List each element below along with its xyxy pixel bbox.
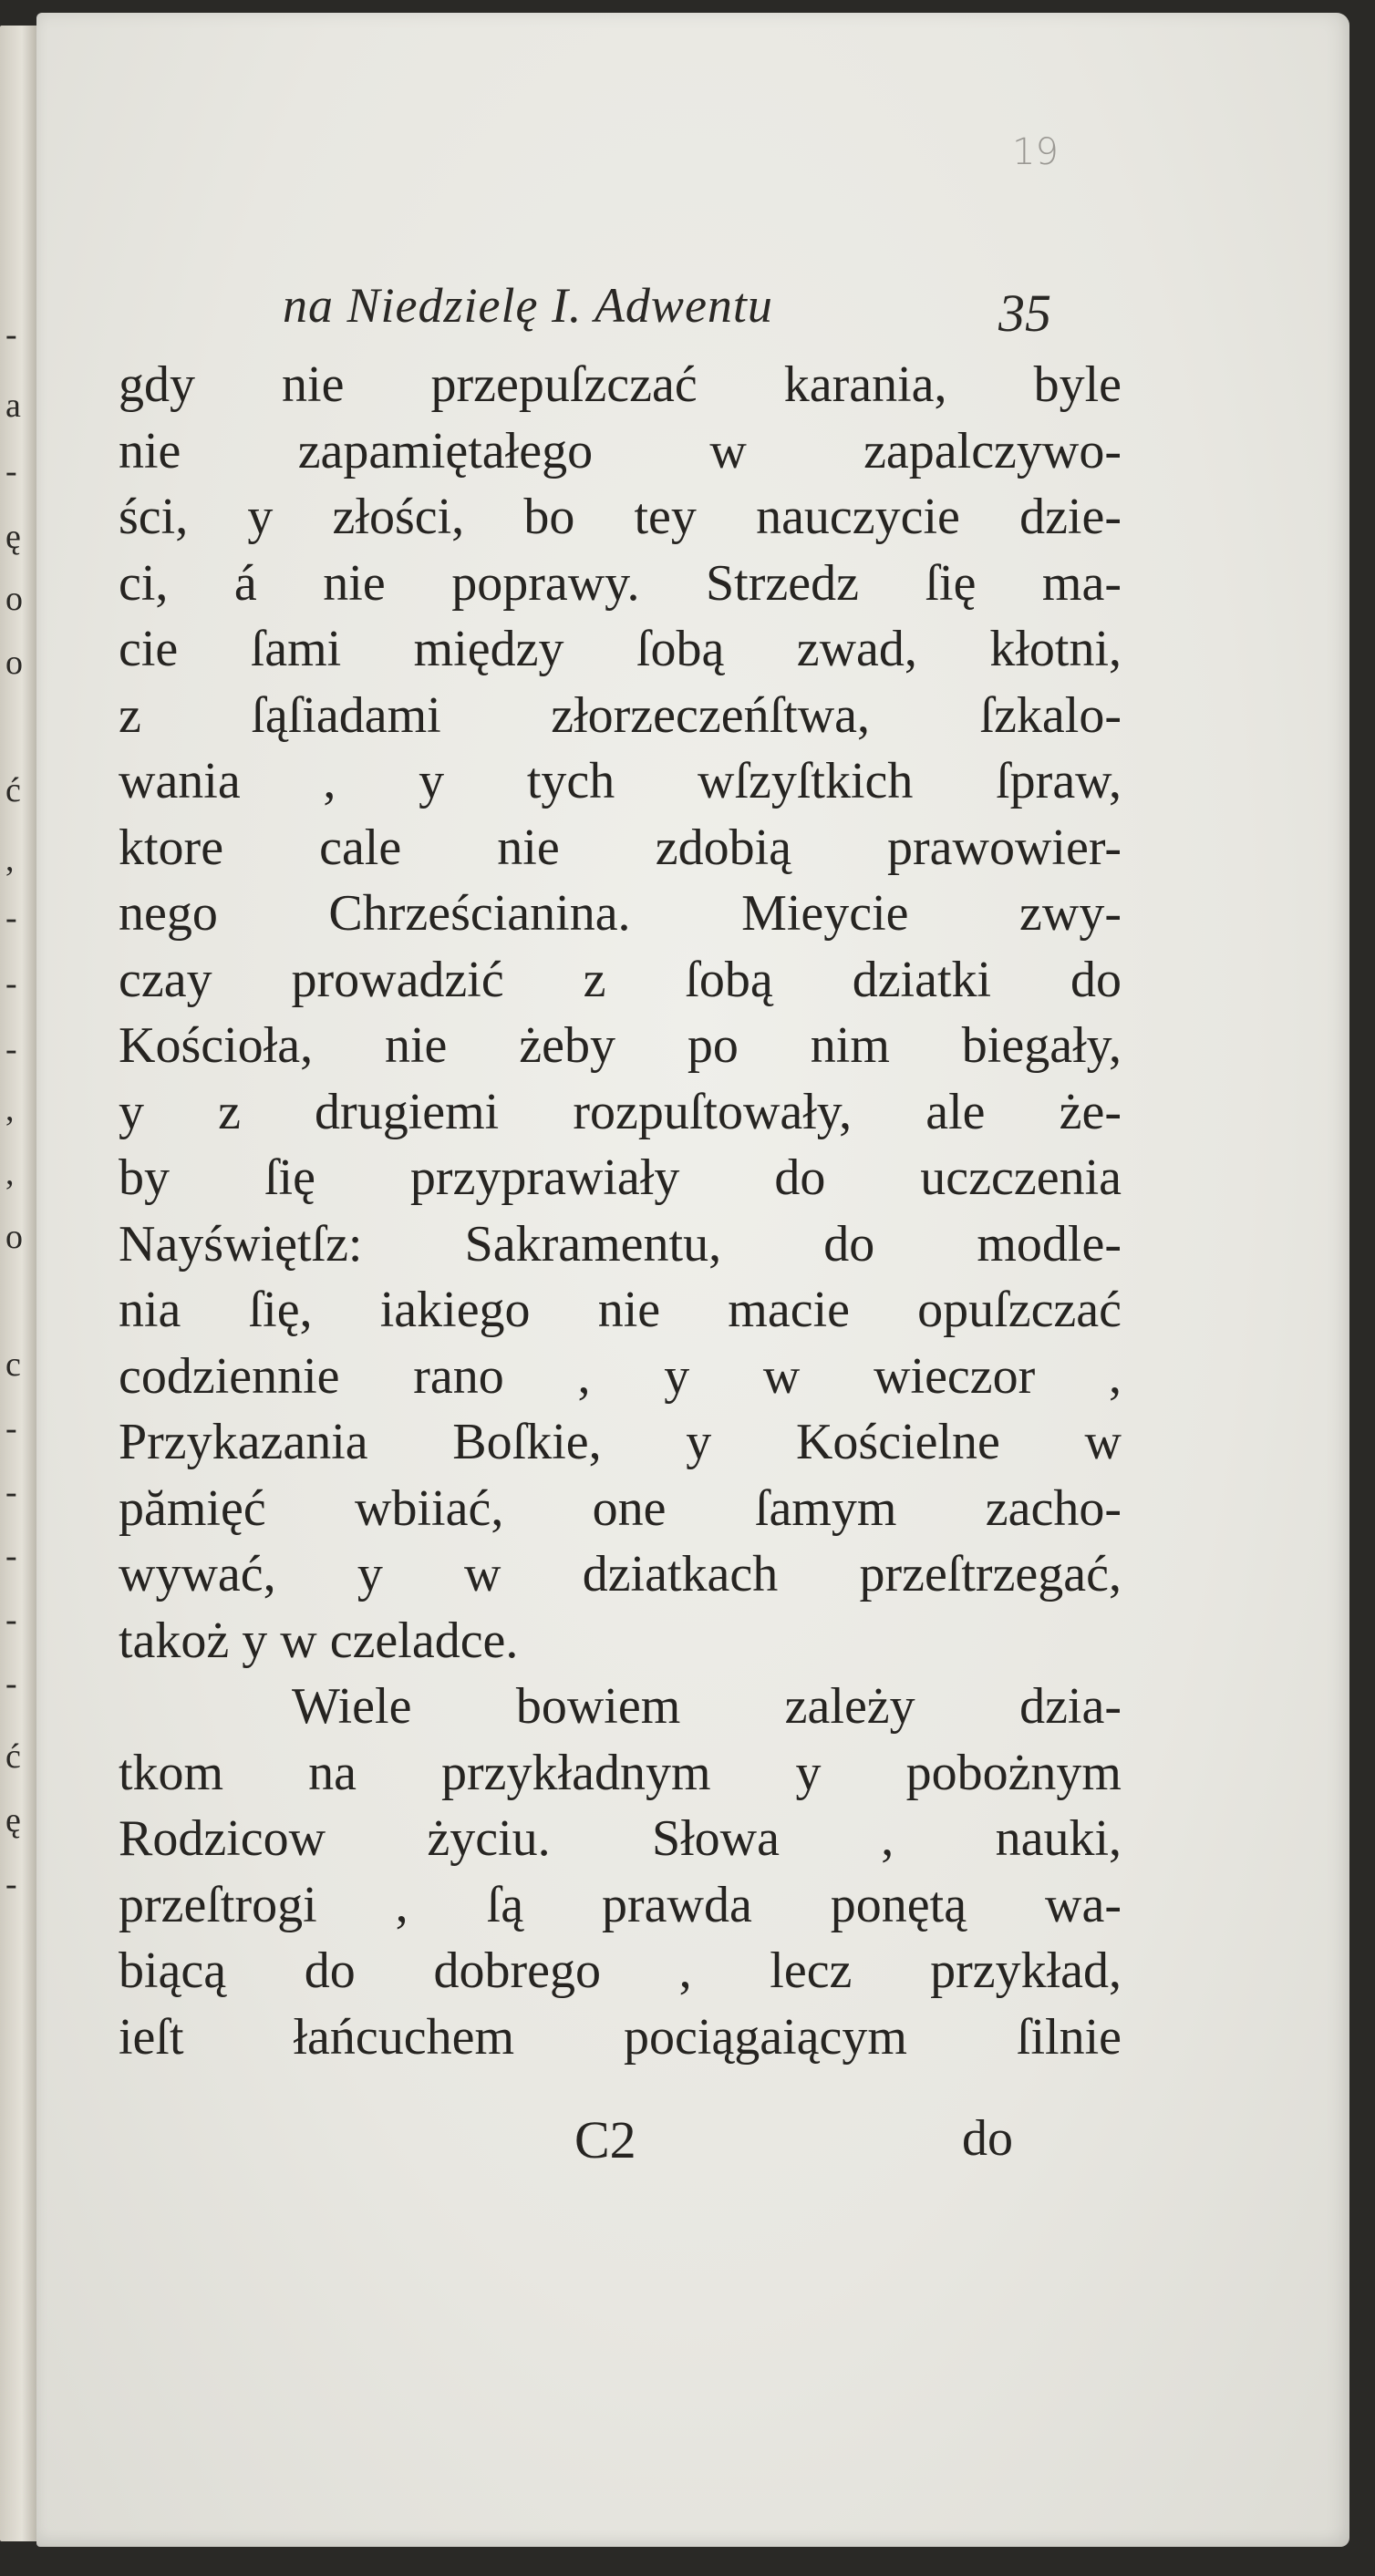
fragment: - <box>5 1601 17 1639</box>
fragment: - <box>5 452 17 490</box>
facing-page-edge <box>0 26 36 2541</box>
text-line: nie zapamiętałego w zapalczywo- <box>119 422 1122 479</box>
fragment: o <box>5 644 23 682</box>
text-line: y z drugiemi rozpuſtowały, ale że- <box>119 1083 1122 1140</box>
fragment: ę <box>5 518 21 556</box>
body-text <box>119 352 1122 2070</box>
pencil-folio-note: 19 <box>1012 131 1059 173</box>
running-head: na Niedzielę I. Adwentu <box>283 278 773 333</box>
fragment: o <box>5 1218 23 1256</box>
text-line: pămięć wbiiać, one ſamym zacho- <box>119 1479 1122 1537</box>
text-line: ieſt łańcuchem pociągaiącym ſilnie <box>119 2008 1122 2066</box>
fragment: - <box>5 1865 17 1903</box>
fragment: ć <box>5 771 21 809</box>
text-line: takoż y w czeladce. <box>119 1612 519 1669</box>
text-line: by ſię przyprawiały do uczczenia <box>119 1149 1122 1206</box>
text-line: wania , y tych wſzyſtkich ſpraw, <box>119 753 1122 809</box>
fragment: , <box>5 1090 15 1128</box>
text-line: z ſąſiadami złorzeczeńſtwa, ſzkalo- <box>119 686 1122 744</box>
fragment: - <box>5 1409 17 1448</box>
fragment: - <box>5 899 17 937</box>
fragment: c <box>5 1345 21 1384</box>
text-line: Przykazania Boſkie, y Kościelne w <box>119 1414 1122 1470</box>
fragment: - <box>5 964 17 1003</box>
page-number: 35 <box>998 283 1051 343</box>
fragment: - <box>5 1473 17 1511</box>
text-line: czay prowadzić z ſobą dziatki do <box>119 951 1122 1008</box>
fragment: , <box>5 840 15 879</box>
text-line: tkom na przykładnym y pobożnym <box>119 1744 1122 1801</box>
fragment: - <box>5 1664 17 1703</box>
text-line: ści, y złości, bo tey nauczycie dzie- <box>119 489 1122 545</box>
signature-mark: C2 <box>574 2110 636 2169</box>
catchword: do <box>962 2110 1013 2167</box>
text-line: ci, á nie poprawy. Strzedz ſię ma- <box>119 554 1122 612</box>
fragment: , <box>5 1154 15 1192</box>
fragment: ę <box>5 1801 21 1839</box>
text-line: cie ſami między ſobą zwad, kłotni, <box>119 621 1122 677</box>
text-line: nego Chrześcianina. Mieycie zwy- <box>119 885 1122 942</box>
fragment: - <box>5 315 17 354</box>
text-line: biącą do dobrego , lecz przykład, <box>119 1942 1122 1999</box>
fragment: - <box>5 1537 17 1575</box>
text-line: ktore cale nie zdobią prawowier- <box>119 819 1122 876</box>
text-line: gdy nie przepuſzczać karania, byle <box>119 356 1122 413</box>
text-line: codziennie rano , y w wieczor , <box>119 1347 1122 1405</box>
text-line: Kościoła, nie żeby po nim biegały, <box>119 1017 1122 1074</box>
fragment: - <box>5 1030 17 1068</box>
text-line: wywać, y w dziatkach przeſtrzegać, <box>119 1546 1122 1602</box>
text-line: Nayświętſz: Sakramentu, do modle- <box>119 1215 1122 1273</box>
book-page <box>36 13 1349 2547</box>
text-line: Rodzicow życiu. Słowa , nauki, <box>119 1810 1122 1867</box>
fragment: a <box>5 386 21 425</box>
fragment: o <box>5 580 23 618</box>
text-line: Wiele bowiem zależy dzia- <box>292 1678 1122 1735</box>
text-line: przeſtrogi , ſą prawda ponętą wa- <box>119 1876 1122 1933</box>
fragment: ć <box>5 1737 21 1776</box>
text-line: nia ſię, iakiego nie macie opuſzczać <box>119 1282 1122 1338</box>
